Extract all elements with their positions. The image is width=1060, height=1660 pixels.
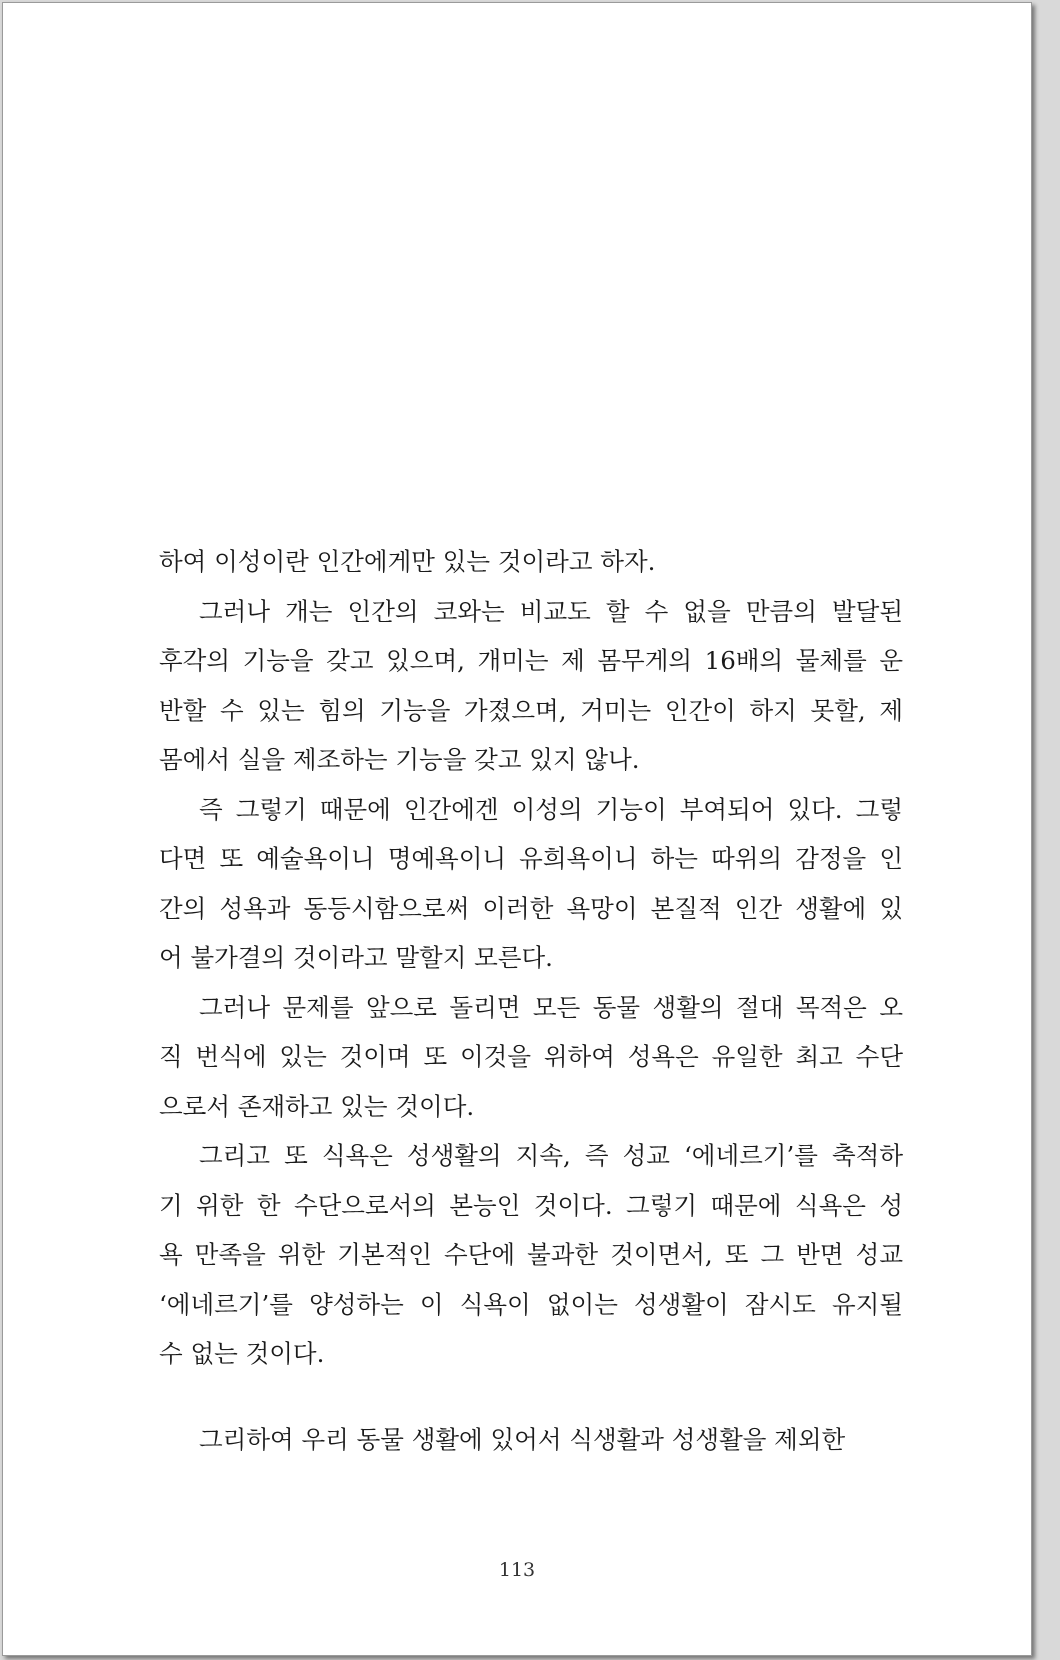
text-line: 직 번식에 있는 것이며 또 이것을 위하여 성욕은 유일한 최고 수단 — [159, 1042, 903, 1071]
text-line: 다면 또 예술욕이니 명예욕이니 유희욕이니 하는 따위의 감정을 인 — [159, 844, 903, 873]
text-line: 하여 이성이란 인간에게만 있는 것이라고 하자. — [159, 547, 656, 576]
text-line: 그리하여 우리 동물 생활에 있어서 식생활과 성생활을 제외한 — [199, 1424, 846, 1454]
text-line: 기 위한 한 수단으로서의 본능인 것이다. 그렇기 때문에 식욕은 성 — [159, 1190, 903, 1220]
text-line: 즉 그렇기 때문에 인간에겐 이성의 기능이 부여되어 있다. 그렇 — [199, 794, 903, 824]
text-line: 욕 만족을 위한 기본적인 수단에 불과한 것이면서, 또 그 반면 성교 — [159, 1240, 903, 1269]
text-line: 수 없는 것이다. — [159, 1339, 325, 1368]
text-line: 몸에서 실을 제조하는 기능을 갖고 있지 않나. — [159, 745, 640, 774]
text-line: 그러나 문제를 앞으로 돌리면 모든 동물 생활의 절대 목적은 오 — [199, 992, 903, 1022]
text-line: ‘에네르기’를 양성하는 이 식욕이 없이는 성생활이 잠시도 유지될 — [159, 1289, 903, 1319]
text-line: 후각의 기능을 갖고 있으며, 개미는 제 몸무게의 16배의 물체를 운 — [159, 646, 903, 675]
paragraph-gap — [159, 1379, 903, 1415]
page-number: 113 — [498, 1559, 536, 1581]
book-page — [2, 2, 1032, 1656]
body-text — [159, 537, 903, 1464]
text-line: 으로서 존재하고 있는 것이다. — [159, 1091, 475, 1121]
text-line: 어 불가결의 것이라고 말할지 모른다. — [159, 943, 553, 972]
text-line: 그러나 개는 인간의 코와는 비교도 할 수 없을 만큼의 발달된 — [199, 596, 903, 626]
text-line: 반할 수 있는 힘의 기능을 가졌으며, 거미는 인간이 하지 못할, 제 — [159, 695, 903, 725]
text-line: 간의 성욕과 동등시함으로써 이러한 욕망이 본질적 인간 생활에 있 — [159, 893, 903, 923]
text-line: 그리고 또 식욕은 성생활의 지속, 즉 성교 ‘에네르기’를 축적하 — [199, 1141, 903, 1170]
